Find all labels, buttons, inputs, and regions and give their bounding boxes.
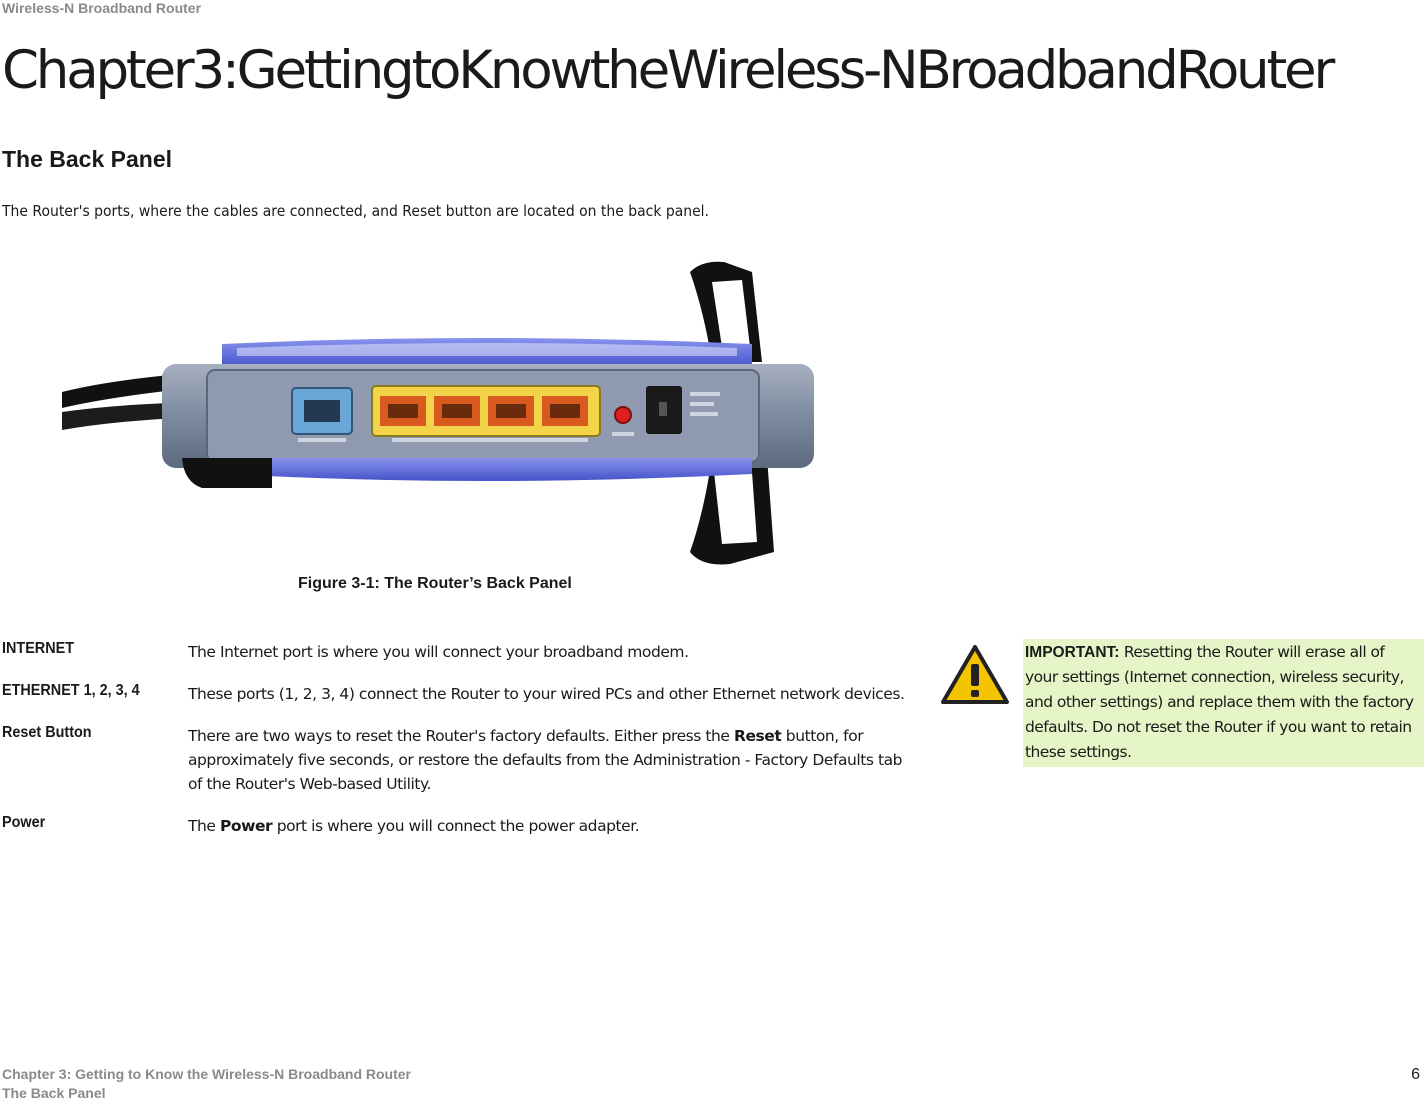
important-note [1023,639,1424,767]
warning-triangle-icon [940,644,1010,711]
definition-term: INTERNET [2,640,74,657]
important-label: IMPORTANT: [1025,644,1120,661]
figure-caption: Figure 3-1: The Router’s Back Panel [298,575,572,592]
definition-term: Reset Button [2,724,92,741]
footer-chapter: Chapter 3: Getting to Know the Wireless-N Broadband Router [2,1066,412,1082]
page-footer [2,1065,411,1103]
definition-row [2,640,907,664]
definition-description: These ports (1, 2, 3, 4) connect the Router to your wired PCs and other Ethernet network devices. [188,685,905,703]
definition-description: The Internet port is where you will connect your broadband modem. [188,643,689,661]
page-number: 6 [1411,1066,1420,1083]
definition-description: There are two ways to reset the Router's factory defaults. Either press the Reset button, for approximately five seconds, or restore the defaults from the Administration - Factory Defaults tab of the Router's Web-based Utility. [188,727,903,793]
footer-section: The Back Panel [2,1085,106,1101]
definition-term: Power [2,814,46,831]
chapter-title: Chapter3:GettingtoKnowtheWireless-NBroadbandRouter [2,40,1333,101]
port-definitions [2,640,907,856]
section-title: The Back Panel [2,146,173,172]
definition-description: The Power port is where you will connect the power adapter. [188,817,640,835]
important-text: Resetting the Router will erase all of your settings (Internet connection, wireless security, and other settings) and replace them with the factory defaults. Do not reset the Router if you want to retain these settings. [1025,643,1414,761]
router-back-panel-image [62,252,817,570]
definition-term: ETHERNET 1, 2, 3, 4 [2,682,140,699]
definition-row [2,682,907,706]
router-back-panel-figure [62,252,817,570]
definition-row [2,814,907,838]
running-header: Wireless-N Broadband Router [2,0,202,16]
definition-row [2,724,907,796]
intro-paragraph: The Router's ports, where the cables are connected, and Reset button are located on the back panel. [2,202,709,220]
